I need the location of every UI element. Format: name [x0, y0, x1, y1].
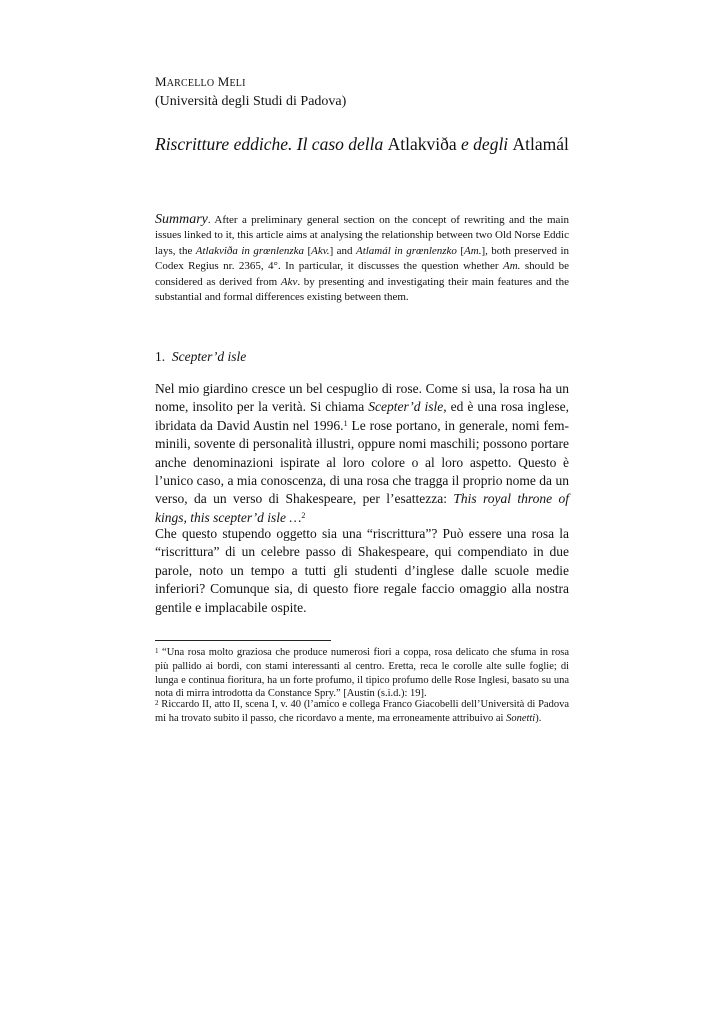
title-work-2: Atlamál: [512, 134, 569, 154]
title-part-1: Riscritture eddiche. Il caso della: [155, 134, 388, 154]
summary-text: [: [304, 244, 312, 257]
paragraph-italic: Scepter’d isle: [368, 399, 444, 415]
summary-text: should be considered as derived from: [155, 260, 569, 288]
footnote-number-1: 1: [155, 647, 159, 655]
section-heading: [155, 349, 569, 365]
paragraph-text: Nel mio giardino cresce un bel cespuglio di rose. Come si usa, la rosa ha un nome, insolito per la verità. Si chiama: [155, 381, 569, 415]
summary-italic: Atlamál in grœnlenzko: [355, 244, 457, 257]
footnote-italic: Sonetti: [506, 712, 536, 724]
summary-text: [: [456, 244, 465, 257]
summary-italic: Atlakviða in grœnlenzka: [195, 244, 305, 257]
footnote-text: Riccardo II, atto II, scena I, v. 40 (l’amico e collega Franco Giacobelli dell’Università di Padova mi ha trovato subito il passo, che ricordavo a mente, ma erroneamente attribuivo ai: [155, 699, 569, 724]
author-first-rest: ARCELLO: [166, 78, 215, 89]
summary-text: . After a preliminary general section on the concept of rewriting and the main issues linked to it, this article aims at analysing the relationship between two Old Norse Eddic lays, the: [155, 214, 569, 257]
author-last-rest: ELI: [229, 78, 246, 89]
footnote-1: [155, 646, 569, 701]
summary-text: ], both preserved in Codex Regius nr. 2365, 4°. In particular, it discusses the question whether: [155, 244, 570, 273]
section-title: Scepter’d isle: [171, 349, 247, 364]
summary-text: ] and: [329, 244, 356, 257]
footnote-ref-1[interactable]: 1: [343, 418, 348, 428]
footnote-ref-2[interactable]: 2: [301, 510, 306, 520]
title-work-1: Atlakviða: [387, 134, 457, 154]
footnote-number-2: 2: [155, 699, 159, 707]
summary-italic: Am.: [502, 260, 521, 273]
paragraph-text: Le rose portano, in generale, nomi femminili, sovente di personalità illustri, oppure nomi maschili; possono portare anche denominazioni ispirate al loro colore o al loro aspetto. Questo è l’unico caso, a mia conoscenza, di una rosa che tragga il proprio nome da un verso, da un verso di Shakespeare, per l’esattezza:: [155, 417, 569, 507]
footnote-separator: [155, 640, 331, 641]
section-number: 1.: [155, 349, 166, 364]
footnote-2: [155, 698, 569, 726]
summary-lead: Summary: [155, 212, 208, 227]
footnote-text: ).: [535, 712, 542, 724]
author-affiliation: (Università degli Studi di Padova): [155, 94, 347, 109]
body-paragraph-1: [155, 380, 569, 527]
footnote-text: “Una rosa molto graziosa che produce numerosi fiori a coppa, rosa delicato che sfuma in rosa più pallido ai bordi, con stami interessanti al centro. Eretta, reca le corolle alte sulle foglie; di lunga e continua fioritura, ha un forte profumo, il tipico profumo delle Rose Inglesi, basato su una nota di mirra introdotta da Constance Spry.” [Austin (s.i.d.): 19].: [155, 647, 569, 700]
author-first-initial: M: [155, 74, 167, 89]
summary-text: . by presenting and investigating their main features and the substantial and formal differences existing between them.: [155, 275, 569, 304]
article-title: [155, 134, 569, 155]
title-part-2: e degli: [456, 134, 513, 154]
summary-italic: Am.: [464, 244, 482, 257]
author-name: [155, 74, 569, 90]
summary-abstract: [155, 212, 569, 305]
summary-italic: Akv.: [311, 244, 330, 257]
author-last-initial: M: [217, 74, 230, 89]
paragraph-italic: This royal throne of kings, this scepter’d isle …: [155, 491, 569, 525]
body-paragraph-2: Che questo stupendo oggetto sia una “riscrittura”? Può essere una rosa la “riscrittura” di un celebre passo di Shakespeare, qui compendiato in due parole, noto un tempo a tutti gli studenti d’inglese dalle scuole medie inferiori? Comunque sia, di questo fiore regale faccio omaggio alla nostra gentile e implacabile ospite.: [155, 526, 569, 615]
paragraph-text: , ed è una rosa inglese, ibridata da David Austin nel 1996.: [155, 399, 569, 433]
summary-italic: Akv: [280, 275, 298, 288]
